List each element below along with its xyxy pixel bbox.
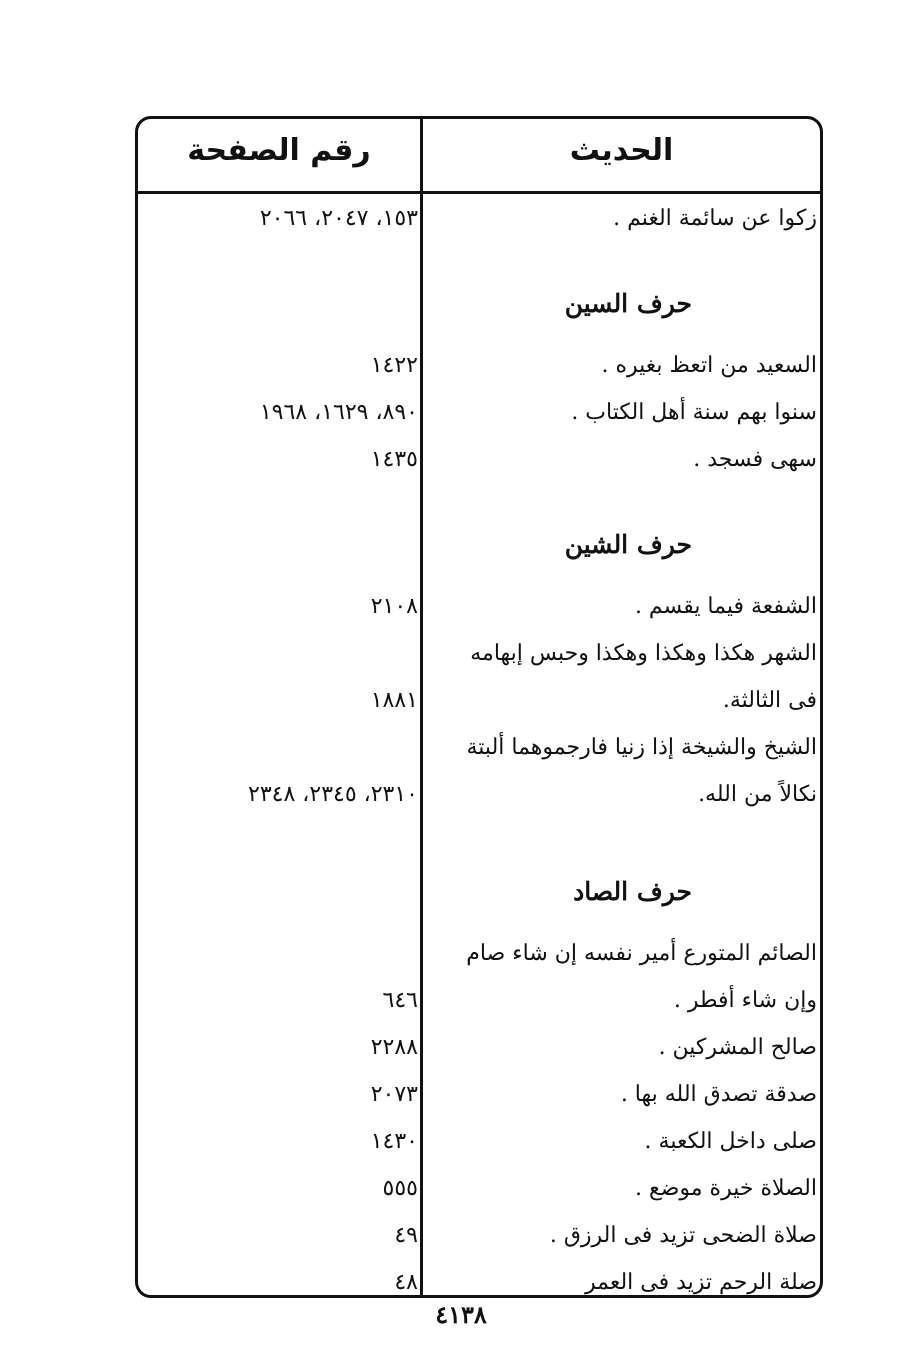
hadith-text: صالح المشركين . <box>658 1035 817 1060</box>
section-title: حرف الصاد <box>573 877 692 906</box>
page-numbers: ٤٨ <box>394 1270 418 1295</box>
page-numbers: ٢٣١٠، ٢٣٤٥، ٢٣٤٨ <box>248 782 418 807</box>
index-entries <box>0 196 922 1307</box>
index-row <box>0 978 922 1025</box>
page-column-header: رقم الصفحة <box>187 133 371 168</box>
page-numbers: ١٥٣، ٢٠٤٧، ٢٠٦٦ <box>259 206 418 231</box>
index-row <box>0 1119 922 1166</box>
hadith-text: سهى فسجد . <box>693 447 817 472</box>
index-row <box>0 931 922 978</box>
hadith-text: السعيد من اتعظ بغيره . <box>601 353 817 378</box>
hadith-column-header: الحديث <box>569 133 674 168</box>
page-numbers: ١٤٣٠ <box>370 1129 418 1154</box>
header-divider <box>138 191 820 194</box>
page-numbers: ٢٢٨٨ <box>370 1035 418 1060</box>
index-row <box>0 196 922 243</box>
section-heading <box>0 859 922 931</box>
hadith-text: وإن شاء أفطر . <box>673 988 817 1013</box>
hadith-text: صلة الرحم تزيد فى العمر <box>585 1270 817 1295</box>
section-title: حرف السين <box>564 289 692 318</box>
hadith-text: الشيخ والشيخة إذا زنيا فارجموهما ألبتة <box>466 735 817 760</box>
page-numbers: ١٨٨١ <box>370 688 418 713</box>
section-heading <box>0 271 922 343</box>
index-row <box>0 1072 922 1119</box>
index-row <box>0 772 922 819</box>
hadith-text: صلى داخل الكعبة . <box>644 1129 817 1154</box>
index-row <box>0 725 922 772</box>
page-numbers: ٤٩ <box>394 1223 418 1248</box>
index-row <box>0 1166 922 1213</box>
index-row <box>0 1025 922 1072</box>
page-numbers: ١٤٣٥ <box>370 447 418 472</box>
index-row <box>0 584 922 631</box>
section-heading <box>0 512 922 584</box>
index-row <box>0 631 922 678</box>
section-title: حرف الشين <box>564 530 692 559</box>
hadith-text: فى الثالثة. <box>722 688 817 713</box>
hadith-text: الصائم المتورع أمير نفسه إن شاء صام <box>466 941 817 966</box>
hadith-text: صلاة الضحى تزيد فى الرزق . <box>549 1223 817 1248</box>
index-row <box>0 437 922 484</box>
hadith-text: سنوا بهم سنة أهل الكتاب . <box>571 400 817 425</box>
hadith-text: الشفعة فيما يقسم . <box>634 594 817 619</box>
hadith-text: نكالاً من الله. <box>698 782 817 807</box>
page-numbers: ٥٥٥ <box>382 1176 418 1201</box>
hadith-text: زكوا عن سائمة الغنم . <box>613 206 817 231</box>
index-row <box>0 343 922 390</box>
page-numbers: ٨٩٠، ١٦٢٩، ١٩٦٨ <box>259 400 418 425</box>
page-numbers: ٢٠٧٣ <box>370 1082 418 1107</box>
page-numbers: ١٤٢٢ <box>370 353 418 378</box>
hadith-text: الشهر هكذا وهكذا وهكذا وحبس إبهامه <box>470 641 817 666</box>
index-row <box>0 1213 922 1260</box>
page-number: ٤١٣٨ <box>435 1300 487 1329</box>
index-row <box>0 390 922 437</box>
index-row <box>0 678 922 725</box>
hadith-text: صدقة تصدق الله بها . <box>620 1082 817 1107</box>
hadith-text: الصلاة خيرة موضع . <box>635 1176 817 1201</box>
page-numbers: ٦٤٦ <box>382 988 418 1013</box>
page-numbers: ٢١٠٨ <box>370 594 418 619</box>
